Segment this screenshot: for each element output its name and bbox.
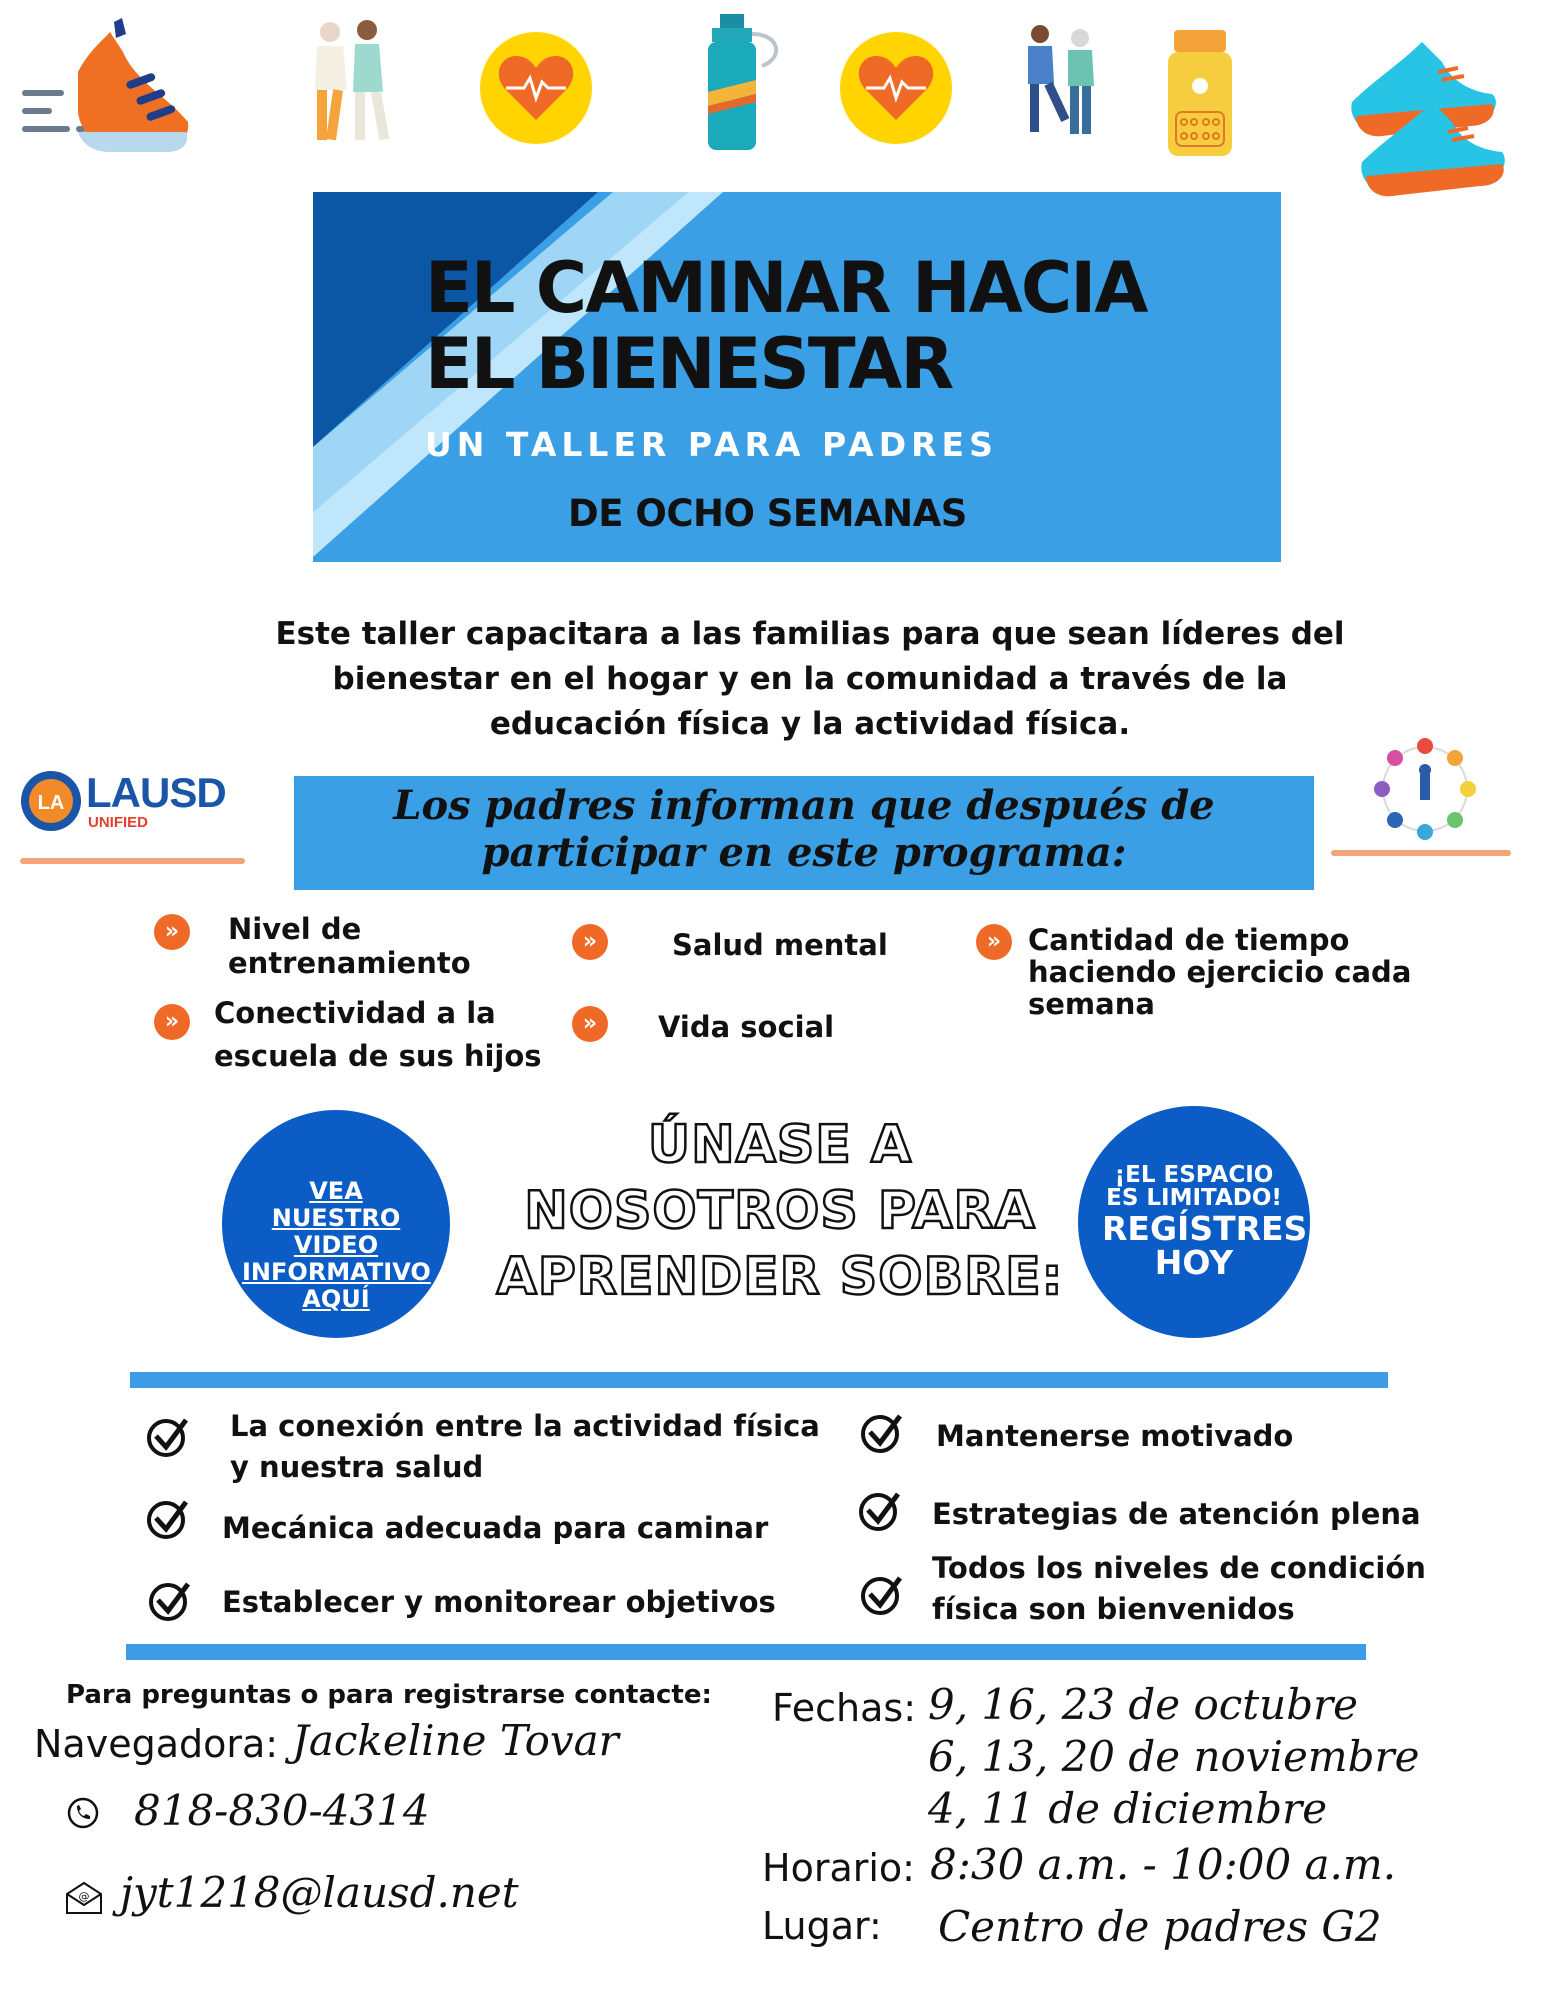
place-value: Centro de padres G2: [938, 1902, 1382, 1951]
divider: [1331, 850, 1511, 856]
blueprint-wellness-logo: [1370, 734, 1480, 844]
dates-line: 4, 11 de diciembre: [928, 1784, 1328, 1833]
register-button[interactable]: [1078, 1106, 1330, 1338]
running-shoe-icon: [18, 12, 198, 162]
video-link-label: VEA NUESTRO VIDEO INFORMATIVO AQUÍ: [242, 1177, 431, 1313]
divider: [126, 1644, 1366, 1660]
divider: [130, 1372, 1388, 1388]
heart-rate-icon: [838, 30, 954, 146]
chevron-right-icon: »: [154, 1004, 190, 1040]
checkmark-icon: [148, 1578, 192, 1622]
time-label: Horario:: [762, 1846, 915, 1890]
topic-item: Todos los niveles de condición física son bienvenidos: [932, 1551, 1426, 1626]
topic-item: Estrategias de atención plena: [932, 1497, 1421, 1531]
lausd-wordmark: LAUSD: [86, 769, 226, 816]
lausd-logo: [20, 770, 250, 840]
results-heading: Los padres informan que después de participar en este programa:: [393, 782, 1215, 876]
checkmark-icon: [858, 1488, 902, 1532]
heart-rate-icon: [478, 30, 594, 146]
dates-line: 9, 16, 23 de octubre: [928, 1680, 1359, 1729]
banner-subtitle-duration: DE OCHO SEMANAS: [568, 492, 967, 535]
topic-item: Establecer y monitorear objetivos: [222, 1585, 776, 1619]
outcome-item: Salud mental: [672, 928, 888, 962]
water-bottle-icon: [700, 10, 800, 155]
walking-couple-icon: [295, 12, 405, 152]
chevron-right-icon: »: [976, 924, 1012, 960]
outcome-item: Vida social: [658, 1010, 835, 1044]
outcome-item: Conectividad a la escuela de sus hijos: [214, 996, 542, 1073]
exercising-couple-icon: [1010, 20, 1110, 145]
email-address[interactable]: jyt1218@lausd.net: [120, 1868, 519, 1917]
chevron-right-icon: »: [572, 1006, 608, 1042]
sneakers-icon: [1342, 22, 1512, 197]
dates-label: Fechas:: [772, 1686, 917, 1730]
register-label: REGÍSTRESE HOY: [1102, 1209, 1330, 1282]
navigator-label: Navegadora:: [34, 1722, 279, 1766]
outcome-item: Cantidad de tiempo haciendo ejercicio cada semana: [1028, 923, 1412, 1021]
phone-icon: [66, 1796, 100, 1830]
topic-item: Mecánica adecuada para caminar: [222, 1511, 769, 1545]
topic-item: Mantenerse motivado: [936, 1419, 1294, 1453]
checkmark-icon: [860, 1410, 904, 1454]
time-value: 8:30 a.m. - 10:00 a.m.: [930, 1840, 1397, 1889]
lausd-subtext: UNIFIED: [88, 814, 148, 831]
results-heading-box: [294, 776, 1314, 890]
chevron-right-icon: »: [572, 924, 608, 960]
page-title: EL CAMINAR HACIA EL BIENESTAR: [425, 247, 1147, 405]
lausd-seal-icon: [20, 770, 82, 832]
checkmark-icon: [860, 1572, 904, 1616]
video-link-button[interactable]: [222, 1110, 450, 1338]
register-notice: ¡EL ESPACIO ES LIMITADO!: [1106, 1162, 1282, 1211]
banner-subtitle: UN TALLER PARA PADRES: [425, 425, 998, 464]
checkmark-icon: [146, 1496, 190, 1540]
place-label: Lugar:: [762, 1904, 882, 1948]
phone-number[interactable]: 818-830-4314: [134, 1786, 430, 1835]
intro-text: Este taller capacitara a las familias para que sean líderes del bienestar en el hogar y en la comunidad a través de la educación física y la actividad física.: [275, 616, 1345, 742]
chevron-right-icon: »: [154, 914, 190, 950]
svg-text:@: @: [78, 1890, 90, 1903]
contact-heading: Para preguntas o para registrarse contacte:: [66, 1680, 712, 1710]
dates-line: 6, 13, 20 de noviembre: [928, 1732, 1420, 1781]
checkmark-icon: [146, 1414, 190, 1458]
email-icon: [64, 1880, 104, 1916]
join-heading: ÚNASE A NOSOTROS PARA APRENDER SOBRE:: [496, 1115, 1064, 1307]
divider: [20, 858, 245, 864]
navigator-name: Jackeline Tovar: [292, 1716, 619, 1765]
thermos-icon: [1160, 26, 1240, 161]
svg-text:LA: LA: [37, 792, 65, 814]
topic-item: La conexión entre la actividad física y nuestra salud: [230, 1409, 820, 1484]
outcome-item: Nivel de entrenamiento: [228, 912, 471, 980]
title-banner: [313, 192, 1281, 562]
